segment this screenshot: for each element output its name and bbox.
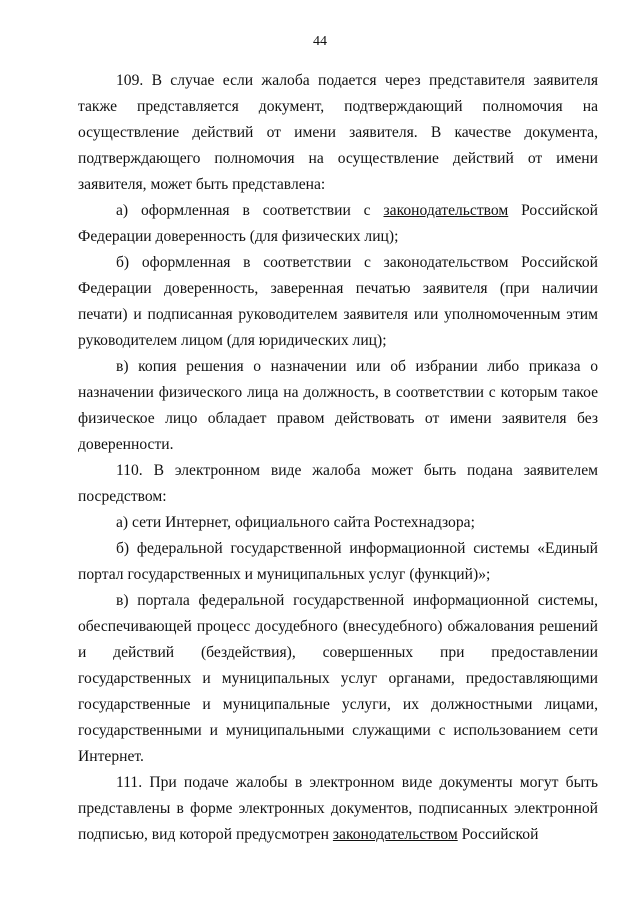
- document-body: [78, 68, 598, 848]
- paragraph-111: [78, 770, 598, 848]
- paragraph-110-b: б) федеральной государственной информационной системы «Единый портал государственных и муниципальных услуг (функций)»;: [78, 540, 598, 583]
- paragraph-109: 109. В случае если жалоба подается через представителя заявителя также представляется документ, подтверждающий полномочия на осуществление действий от имени заявителя. В качестве документа, подтверждающего полномочия на осуществление действий от имени заявителя, может быть представлена:: [78, 72, 598, 193]
- paragraph-109-a: [78, 198, 598, 250]
- legislation-link-2[interactable]: законодательством: [332, 826, 458, 843]
- paragraph-109-c: в) копия решения о назначении или об избрании либо приказа о назначении физического лица на должность, в соответствии с которым такое физическое лицо обладает правом действовать от имени заявителя без доверенности.: [78, 358, 598, 453]
- legislation-link[interactable]: законодательством: [383, 202, 509, 219]
- page-number: 44: [313, 34, 327, 49]
- paragraph-110-a: а) сети Интернет, официального сайта Ростехнадзора;: [116, 514, 475, 531]
- paragraph-110-c: в) портала федеральной государственной информационной системы, обеспечивающей процесс досудебного (внесудебного) обжалования решений и действий (бездействия), совершенных при предоставлении государственных и муниципальных услуг органами, предоставляющими государственные и муниципальные услуги, их должностными лицами, государственными и муниципальными служащими с использованием сети Интернет.: [78, 592, 598, 765]
- paragraph-110: 110. В электронном виде жалоба может быть подана заявителем посредством:: [78, 462, 598, 505]
- paragraph-111-text-end: Российской: [457, 826, 539, 843]
- paragraph-111-text-start: 111. При подаче жалобы в электронном виде документы могут быть представлены в форме электронных документов, подписанных электронной подписью, вид которой предусмотрен: [78, 774, 598, 843]
- paragraph-109-b: б) оформленная в соответствии с законодательством Российской Федерации доверенность, заверенная печатью заявителя (при наличии печати) и подписанная руководителем заявителя или уполномоченным этим руководителем лицом (для юридических лиц);: [78, 254, 598, 349]
- paragraph-109-a-text-end: Российской Федерации доверенность (для физических лиц);: [78, 202, 599, 245]
- paragraph-109-a-text-start: а) оформленная в соответствии с: [116, 202, 384, 219]
